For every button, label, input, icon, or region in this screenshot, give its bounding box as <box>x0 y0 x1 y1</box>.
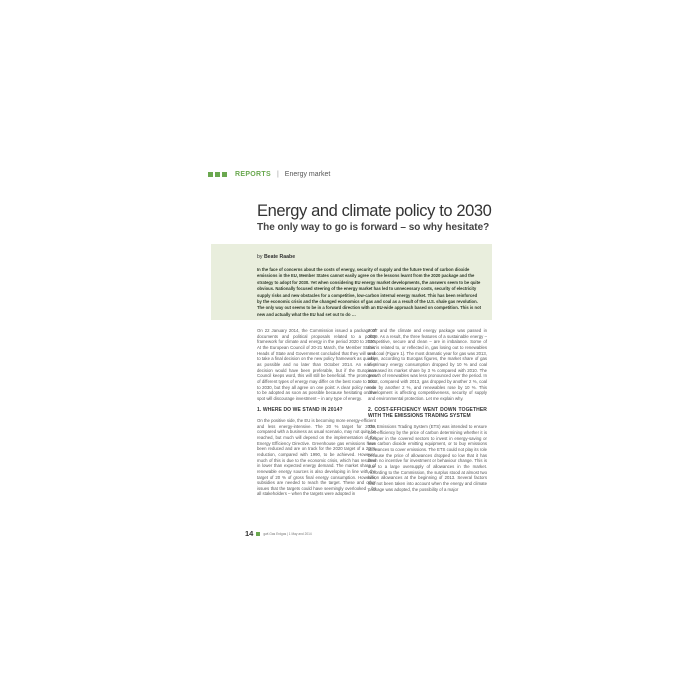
article-subtitle: The only way to go is forward – so why hesitate? <box>257 222 490 233</box>
intro-paragraph: On 22 January 2014, the Commission issued a package of documents and political proposals related to a policy framework for climate and energy in the period 2020 to 2030. At the European Council of 20-21 March, the Member States' Heads of State and Government concluded that they will seek to take a final decision on the new policy framework as quickly as possible and no later than October 2014. An earlier decision would have been preferable, but if the European Council keeps word, this will still be beneficial. The promoters of different types of energy may differ on the best route to take to 2030, but they all agree on one point: A clear policy needs to be adopted as soon as possible because hesitating on the spot will discourage investment – in any type of energy. <box>257 328 376 401</box>
author-name: Beate Raabe <box>263 254 296 260</box>
continued-paragraph: 2007 and the climate and energy package was passed in 2009. As a result, the three features of a sustainable energy – competitive, secure and clean – are in imbalance. Some of this is related to, or reflected in, gas losing out to renewables and coal (Figure 1). The most dramatic year for gas was 2013, when, according to Eurogas figures, the market share of gas in primary energy consumption dropped by 10 % and coal increased its market share by 3 % compared with 2010. The growth of renewables was less pronounced over the period. In 2012, compared with 2013, gas dropped by another 2 %, coal rose by another 2 %, and renewables rose by 10 %. This development is affecting competitiveness, security of supply and environmental protection. Let me explain why. <box>368 328 487 401</box>
page-number: 14 <box>245 529 254 538</box>
section-label: REPORTS <box>235 170 271 178</box>
section-heading-2: 2. COST-EFFICIENCY WENT DOWN TOGETHER WITH THE EMISSIONS TRADING SYSTEM <box>368 406 487 419</box>
footer-source: gwf-Gas Erdgas | 1 May and 2014 <box>263 531 312 536</box>
section-heading-1: 1. WHERE DO WE STAND IN 2014? <box>257 406 343 413</box>
abstract-text: In the face of concerns about the costs of energy, security of supply and the future trend of carbon dioxide emissions in the EU, Member States cannot easily agree on the lessons learnt from the 2020 package and the strategy to adopt for 2030. Yet when considering EU energy market developments, the answers seem to be quite obvious. Nationally focused steering of the energy market has led to unnecessary costs, security of electricity supply risks and new obstacles for a competitive, low-carbon internal energy market. This has been reinforced by the economic crisis and the changed economics of gas and coal as a result of the U.S. shale gas revolution. The only way out seems to be in a forward direction with an EU-wide approach based on competition. This is not new and actually what the EU had set out to do … <box>257 267 482 317</box>
body-column-left <box>257 328 376 497</box>
section-marker-icon <box>208 172 227 177</box>
abstract-box <box>211 244 492 320</box>
category-label: Energy market <box>284 170 331 178</box>
byline <box>257 254 295 260</box>
byline-prefix: by <box>257 254 263 260</box>
page-footer <box>245 529 312 538</box>
section-header <box>208 169 330 179</box>
article-title: Energy and climate policy to 2030 <box>257 202 492 220</box>
section-1-paragraph: On the positive side, the EU is becoming more energy-efficient and less energy-intensive. The 20 % target for 2020, compared with a business as usual scenario, may not quite be reached, but much will depend on the implementation of the Energy Efficiency Directive. Greenhouse gas emissions have been reduced and are on track for the 2020 target of a 20 % reduction, compared with 1990, to be achieved. However, much of this is due to the economic crisis, which has resulted in lower than expected energy demand. The market share of renewable energy sources is also developing in line with the target of 20 % of gross final energy consumption. However, subsidies are needed to reach the target. These and other issues that the targets could have seemingly overlooked – by all stakeholders – when the targets were adopted in <box>257 417 376 497</box>
section-2-paragraph: The Emissions Trading System (ETS) was intended to ensure cost-efficiency by the price of carbon determining whether it is cheaper in the covered sectors to invest in energy-saving or less carbon dioxide emitting equipment, or to buy emissions allowances to cover emissions. The ETS could not play its role because the price of allowances dropped so low that it has been no incentive for investment or behaviour change. This is due to a large oversupply of allowances in the market. According to the Commission, the surplus stood at almost two billion allowances at the beginning of 2013. Several factors had not been taken into account when the energy and climate package was adopted, the possibility of a major <box>368 424 487 492</box>
header-separator: | <box>276 170 279 178</box>
body-column-right <box>368 328 487 492</box>
footer-marker-icon <box>256 532 260 536</box>
